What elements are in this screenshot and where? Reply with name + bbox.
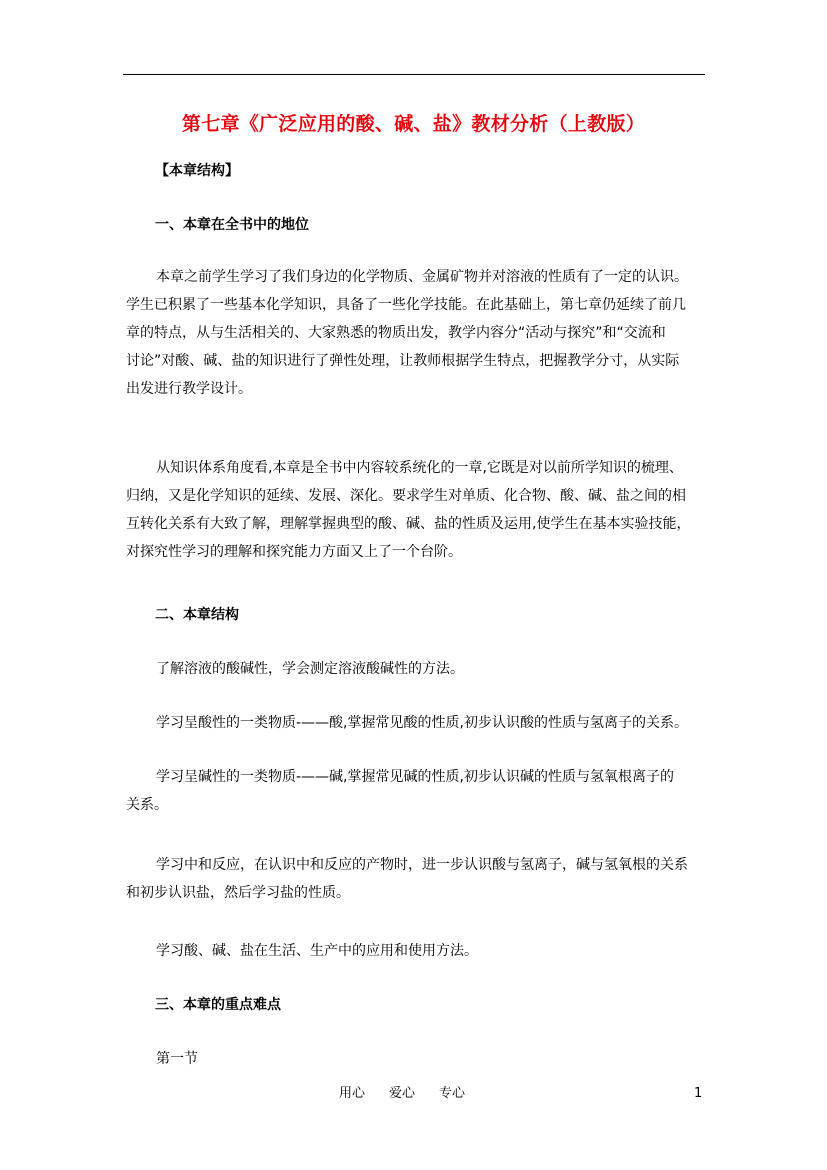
heading-key-points: 三、本章的重点难点 <box>155 997 281 1013</box>
paragraph-line: 互转化关系有大致了解，理解掌握典型的酸、碱、盐的性质及运用,使学生在基本实验技能， <box>126 516 691 532</box>
paragraph-line: 对探究性学习的理解和探究能力方面又上了一个台阶。 <box>126 544 462 560</box>
paragraph-line: 学习呈碱性的一类物质-——碱,掌握常见碱的性质,初步认识碱的性质与氢氧根离子的 <box>156 769 674 785</box>
structure-item-2: 学习呈酸性的一类物质-——酸,掌握常见酸的性质,初步认识酸的性质与氢离子的关系。 <box>156 715 688 731</box>
paragraph-line: 出发进行教学设计。 <box>126 381 252 397</box>
header-rule <box>123 74 705 75</box>
structure-item-3 <box>126 763 706 819</box>
paragraph-line: 章的特点，从与生活相关的、大家熟悉的物质出发，教学内容分“活动与探究”和“交流和 <box>126 325 666 341</box>
paragraph-position <box>126 263 706 403</box>
heading-structure: 二、本章结构 <box>155 607 239 623</box>
structure-item-4 <box>126 851 706 907</box>
paragraph-line: 和初步认识盐，然后学习盐的性质。 <box>126 885 350 901</box>
page-number: 1 <box>694 1086 703 1101</box>
paragraph-line: 本章之前学生学习了我们身边的化学物质、金属矿物并对溶液的性质有了一定的认识。 <box>156 269 688 285</box>
structure-item-5: 学习酸、碱、盐在生活、生产中的应用和使用方法。 <box>156 943 478 959</box>
subsection-label: 第一节 <box>156 1051 198 1067</box>
footer-word-3: 专心 <box>439 1086 466 1101</box>
footer-word-1: 用心 <box>339 1086 366 1101</box>
paragraph-line: 从知识体系角度看,本章是全书中内容较系统化的一章,它既是对以前所学知识的梳理、 <box>156 460 683 476</box>
structure-item-1: 了解溶液的酸碱性，学会测定溶液酸碱性的方法。 <box>156 661 464 677</box>
paragraph-knowledge-system <box>126 454 706 566</box>
section-label: 【本章结构】 <box>155 163 239 179</box>
document-title: 第七章《广泛应用的酸、碱、盐》教材分析（上教版） <box>181 113 646 135</box>
paragraph-line: 学生已积累了一些基本化学知识，具备了一些化学技能。在此基础上，第七章仍延续了前几 <box>126 297 686 313</box>
paragraph-line: 关系。 <box>126 797 168 813</box>
footer-word-2: 爱心 <box>389 1086 416 1101</box>
paragraph-line: 学习中和反应，在认识中和反应的产物时，进一步认识酸与氢离子，碱与氢氧根的关系 <box>156 857 688 873</box>
heading-position: 一、本章在全书中的地位 <box>155 217 309 233</box>
paragraph-line: 讨论”对酸、碱、盐的知识进行了弹性处理，让教师根据学生特点，把握教学分寸，从实际 <box>126 353 680 369</box>
paragraph-line: 归纳，又是化学知识的延续、发展、深化。要求学生对单质、化合物、酸、碱、盐之间的相 <box>126 488 686 504</box>
